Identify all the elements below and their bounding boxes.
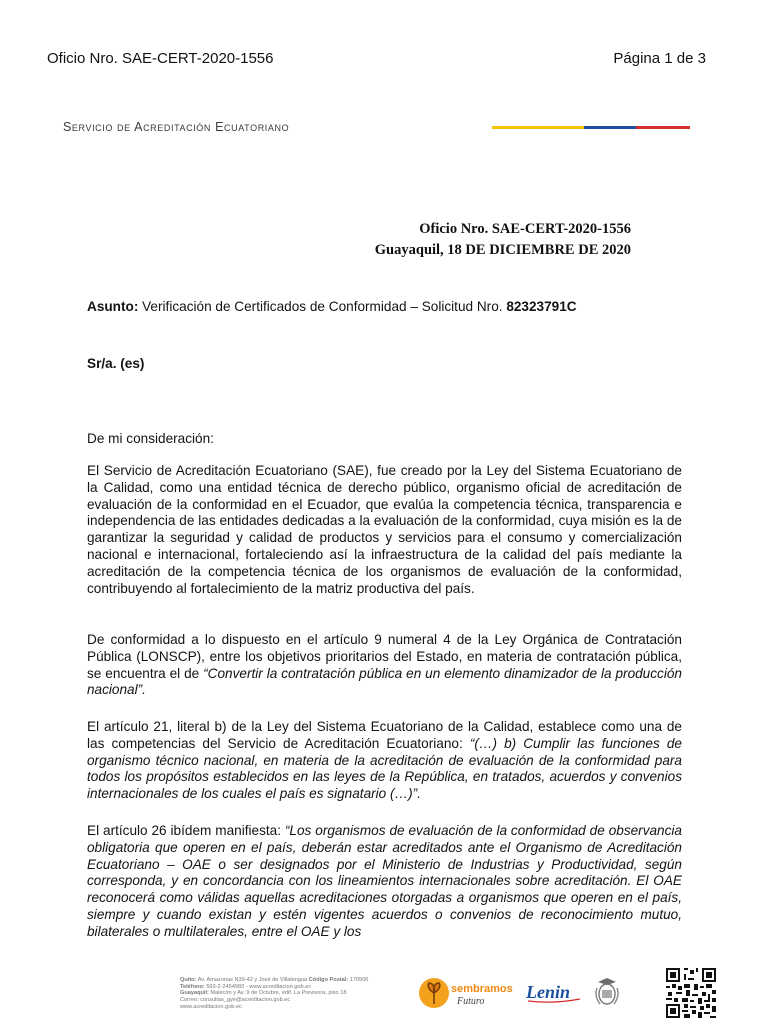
greeting: De mi consideración: (87, 431, 214, 446)
flag-yellow (492, 126, 584, 129)
page-total: 3 (697, 50, 706, 67)
paragraph-1-text: El Servicio de Acreditación Ecuatoriano (SAE), fue creado por la Ley del Sistema Ecuatoriano de la Calidad, como una entidad técnica de derecho público, organismo oficial de acreditación de evaluación de la conformidad en el Ecuador, que evalúa la competencia técnica, transparencia e independencia de las entidades dedicadas a la evaluación de la conformidad, cuya misión es la de garantizar la seguridad y calidad de productos y servicios para el consumo y comercialización nacional e internacional, fortaleciendo así la infraestructura de la calidad del país mediante la acreditación de la competencia técnica de los organismos de evaluación de la conformidad, contribuyendo al fortalecimiento de la matriz productiva del país. (87, 463, 682, 596)
oficio-date: Guayaquil, 18 DE DICIEMBRE DE 2020 (374, 242, 631, 258)
footer-address (180, 977, 405, 1011)
sembramos-text: sembramos (451, 983, 513, 995)
footer-quito-address: Av. Amazonas N39-42 y José de Villalengua (196, 977, 309, 983)
flag-stripe (492, 126, 690, 129)
footer-gye-label: Guayaquil: (180, 990, 209, 997)
paragraph-2-text: De conformidad a lo dispuesto en el artículo 9 numeral 4 de la Ley Orgánica de Contratación Pública (LONSCP), entre los objetivos prioritarios del Estado, en materia de contratación pública, se encuentra el de (87, 632, 682, 681)
footer-quito-label: Quito: (180, 977, 197, 983)
flag-blue (584, 126, 636, 129)
asunto-text: Verificación de Certificados de Conformidad – Solicitud Nro. (138, 299, 507, 314)
ecuador-coat-of-arms-icon (592, 976, 622, 1008)
oficio-number: Oficio Nro. SAE-CERT-2020-1556 (419, 221, 631, 237)
asunto-label: Asunto: (87, 299, 139, 314)
paragraph-2-quote: “Convertir la contratación pública en un elemento dinamizador de la producción nacional”. (87, 665, 682, 698)
paragraph-4 (87, 823, 682, 941)
lenin-text: Lenin (526, 982, 571, 1002)
qr-code-icon[interactable] (666, 968, 716, 1018)
footer-email: Correo: consultas_gye@acreditacion.gob.ec (180, 997, 291, 1004)
paragraph-3 (87, 719, 682, 803)
lenin-logo (524, 980, 584, 1004)
recipient: Sr/a. (es) (87, 356, 145, 371)
footer-postal-label: Código Postal: (308, 977, 349, 983)
footer-web: www.acreditacion.gob.ec (180, 1003, 242, 1010)
paragraph-4-text: El artículo 26 ibídem manifiesta: (87, 823, 285, 838)
footer-phone-label: Teléfono: (180, 983, 205, 990)
page-label: Página 1 de (613, 50, 694, 67)
header-doc-ref: Oficio Nro. SAE-CERT-2020-1556 (47, 50, 274, 67)
futuro-text: Futuro (457, 996, 485, 1007)
page-indicator (613, 50, 706, 67)
paragraph-3-text: El artículo 21, literal b) de la Ley del Sistema Ecuatoriano de la Calidad, establece como una de las competencias del Servicio de Acreditación Ecuatoriano: (87, 719, 682, 751)
paragraph-1 (87, 463, 682, 597)
paragraph-2 (87, 632, 682, 699)
paragraph-3-quote: “(…) b) Cumplir las funciones de organismo técnico nacional, en materia de la acreditación de evaluación de la conformidad para todos los propósitos establecidos en las leyes de la República, en tratados, acuerdos y convenios internacionales de los cuales el país es signatario (…)”. (87, 735, 682, 802)
flag-red (636, 126, 690, 129)
agency-name: Servicio de Acreditación Ecuatoriano (63, 120, 290, 134)
sembramos-futuro-logo (417, 976, 517, 1010)
footer-postal: 170506 (348, 977, 369, 983)
footer-phone: 593-2-2454983 - www.acreditacion.gob.ec (204, 983, 312, 990)
asunto-request-no: 82323791C (506, 299, 577, 314)
footer-gye-address: Malecón y Av. 9 de Octubre, edif. La Previsora, piso 18 (208, 990, 347, 997)
asunto-line (87, 299, 682, 316)
paragraph-4-quote: “Los organismos de evaluación de la conformidad de observancia obligatoria que operen en el país, deberán estar acreditados ante el Organismo de Acreditación Ecuatoriano – OAE o ser designados por el Ministerio de Industrias y Productividad, según corresponda, y en concordancia con los lineamientos internacionales sobre acreditación. El OAE reconocerá como válidas aquellas acreditaciones otorgadas a organismos que operen en el país, siempre y cuando existan y estén vigentes acuerdos o convenios de reconocimiento mutuo, bilaterales o multilaterales, entre el OAE y los (87, 823, 682, 939)
